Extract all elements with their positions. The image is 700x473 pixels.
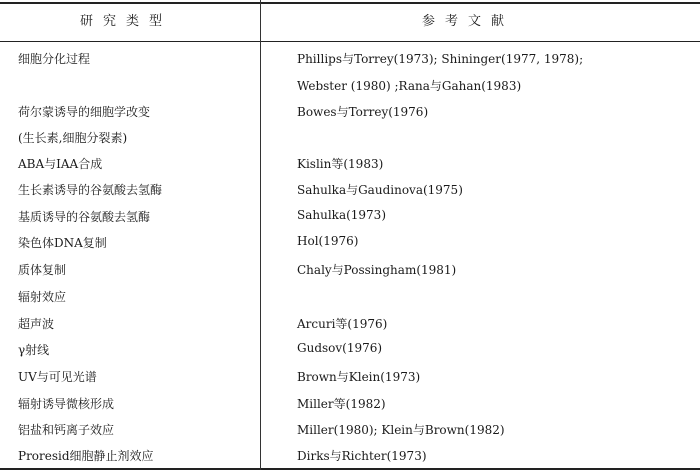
- table-row: [0, 395, 700, 421]
- research-type-cell: 细胞分化过程: [18, 52, 91, 66]
- table-row: [0, 288, 700, 314]
- research-type-cell: 辐射效应: [18, 290, 67, 304]
- table-row: [0, 181, 700, 207]
- research-type-cell: ABA与IAA合成: [18, 157, 103, 171]
- table-row: [0, 341, 700, 367]
- header-rule: [0, 41, 700, 42]
- column-header-ref: 参考文献: [422, 14, 515, 29]
- research-type-cell: Proresid细胞静止剂效应: [18, 449, 154, 463]
- column-header-type: 研究类型: [80, 14, 173, 29]
- reference-cell: Sahulka(1973): [297, 208, 386, 222]
- research-type-cell: 质体复制: [18, 263, 67, 277]
- research-type-cell: 超声波: [18, 317, 55, 331]
- table-row: [0, 447, 700, 473]
- table-row: [0, 368, 700, 394]
- reference-cell: Dirks与Richter(1973): [297, 449, 427, 463]
- table-row: [0, 234, 700, 260]
- reference-cell: Sahulka与Gaudinova(1975): [297, 183, 463, 197]
- table-row: [0, 103, 700, 129]
- research-type-cell: 荷尔蒙诱导的细胞学改变: [18, 105, 151, 119]
- table-row: [0, 155, 700, 181]
- table-row: [0, 77, 700, 103]
- research-type-cell: UV与可见光谱: [18, 370, 97, 384]
- reference-cell: Miller(1980); Klein与Brown(1982): [297, 423, 505, 437]
- reference-cell: Brown与Klein(1973): [297, 370, 421, 384]
- reference-cell: Arcuri等(1976): [297, 317, 388, 331]
- table-row: [0, 421, 700, 447]
- reference-cell: Bowes与Torrey(1976): [297, 105, 429, 119]
- reference-cell: Kislin等(1983): [297, 157, 384, 171]
- table-row: [0, 129, 700, 155]
- research-type-cell: 基质诱导的谷氨酸去氢酶: [18, 210, 151, 224]
- reference-cell: Chaly与Possingham(1981): [297, 263, 457, 277]
- reference-cell: Hol(1976): [297, 234, 359, 248]
- table-top-rule: [0, 2, 700, 4]
- table-row: [0, 208, 700, 234]
- reference-cell: Phillips与Torrey(1973); Shininger(1977, 1978);: [297, 52, 584, 66]
- table-row: [0, 50, 700, 76]
- research-type-cell: 生长素诱导的谷氨酸去氢酶: [18, 183, 163, 197]
- research-type-cell: 辐射诱导微核形成: [18, 397, 115, 411]
- reference-cell: Webster (1980) ;Rana与Gahan(1983): [297, 79, 522, 93]
- research-type-cell: γ射线: [18, 343, 50, 357]
- research-type-cell: (生长素,细胞分裂素): [18, 131, 128, 145]
- research-type-cell: 铝盐和钙离子效应: [18, 423, 115, 437]
- reference-cell: Miller等(1982): [297, 397, 386, 411]
- table-row: [0, 315, 700, 341]
- reference-cell: Gudsov(1976): [297, 341, 383, 355]
- table-row: [0, 261, 700, 287]
- research-type-cell: 染色体DNA复制: [18, 236, 107, 250]
